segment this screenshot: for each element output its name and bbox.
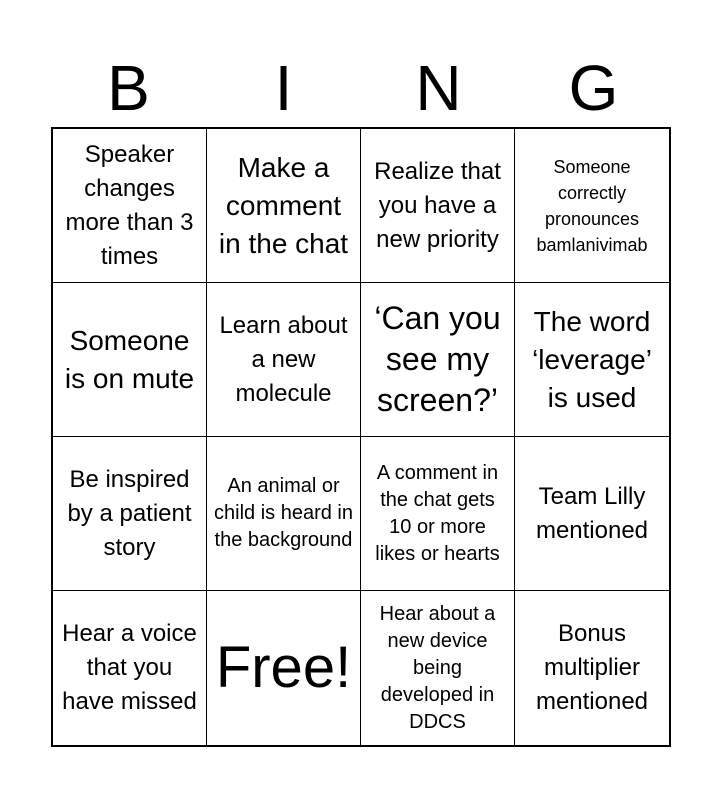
header-letter-b: B: [107, 52, 150, 124]
cell-label: Hear about a new device being developed in DDCS: [379, 602, 496, 733]
cell-label: Someone correctly pronounces bamlanivimab: [536, 156, 648, 255]
bingo-grid: [51, 127, 671, 747]
cell-label: ‘Can you see my screen?’: [374, 300, 501, 418]
header-letter-g: G: [568, 52, 619, 124]
bingo-cell-r4c4[interactable]: [515, 591, 669, 745]
bingo-cell-r3c3[interactable]: [361, 437, 515, 591]
bingo-cell-r1c3[interactable]: [361, 129, 515, 283]
bingo-cell-r3c2[interactable]: [207, 437, 361, 591]
cell-label: Learn about a new molecule: [219, 311, 348, 407]
bingo-cell-r4c3[interactable]: [361, 591, 515, 745]
bingo-cell-r2c2[interactable]: [207, 283, 361, 437]
bingo-cell-r3c1[interactable]: [53, 437, 207, 591]
bingo-cell-r3c4[interactable]: [515, 437, 669, 591]
cell-label: Speaker changes more than 3 times: [65, 140, 194, 270]
bingo-header: [51, 52, 671, 124]
cell-label: Make a comment in the chat: [218, 151, 349, 259]
bingo-cell-r2c1[interactable]: [53, 283, 207, 437]
free-space-label: Free!: [215, 635, 352, 700]
header-letter-n: N: [415, 52, 462, 124]
cell-label: Someone is on mute: [64, 324, 195, 394]
cell-label: The word ‘leverage’ is used: [532, 305, 652, 413]
cell-label: Team Lilly mentioned: [535, 482, 649, 544]
cell-label: Realize that you have a new priority: [374, 157, 501, 253]
bingo-cell-free[interactable]: [207, 591, 361, 745]
cell-label: Hear a voice that you have missed: [62, 620, 197, 715]
bingo-cell-r4c1[interactable]: [53, 591, 207, 745]
header-letter-i: I: [274, 52, 293, 124]
cell-label: Be inspired by a patient story: [67, 465, 192, 561]
cell-label: A comment in the chat gets 10 or more likes or hearts: [375, 461, 500, 565]
cell-label: Bonus multiplier mentioned: [535, 620, 649, 715]
bingo-cell-r1c1[interactable]: [53, 129, 207, 283]
cell-label: An animal or child is heard in the background: [214, 475, 353, 551]
bingo-cell-r2c3[interactable]: [361, 283, 515, 437]
bingo-cell-r1c4[interactable]: [515, 129, 669, 283]
bingo-cell-r1c2[interactable]: [207, 129, 361, 283]
bingo-cell-r2c4[interactable]: [515, 283, 669, 437]
